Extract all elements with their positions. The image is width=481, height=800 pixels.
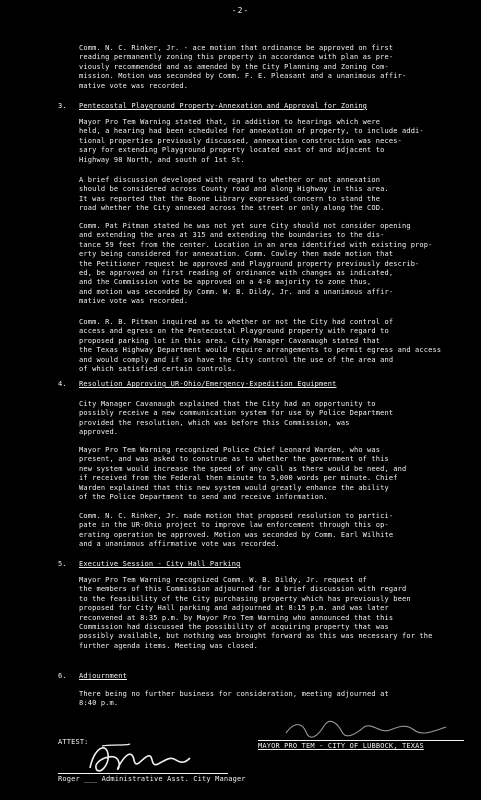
section-heading-playground: Pentecostal Playground Property-Annexation and Approval for Zoning	[79, 102, 368, 110]
clerk-signature-line	[58, 773, 228, 774]
mayor-signature-line	[258, 740, 464, 741]
section-number-5: 5.	[58, 560, 67, 568]
section-heading-executive-session: Executive Session - City Hall Parking	[79, 560, 241, 568]
paragraph-annexation-discussion: A brief discussion developed with regard to whether or not annexation should be considered across County road and along Highway in this area. It was reported that the Boone Library expressed concern to stand the road whether the City annexed across the street or only along the COD.	[79, 176, 389, 213]
section-number-6: 6.	[58, 672, 67, 680]
page-number: -2-	[231, 6, 250, 15]
paragraph-rinker-motion: Comm. N. C. Rinker, Jr. - ace motion that ordinance be approved on first reading permanently zoning this property in accordance with plan as pre- viously recommended and as amended by the City Planning and Zoning Com- mission. Motion was seconded by Comm. F. E. Pleasant and a unanimous affir- mative vote was recorded.	[79, 44, 407, 90]
section-heading-adjournment: Adjournment	[79, 672, 128, 680]
section-heading-resolution: Resolution Approving UR-Ohio/Emergency-Expedition Equipment	[79, 380, 337, 388]
paragraph-playground-hearing: Mayor Pro Tem Warning stated that, in addition to hearings which were held, a hearing had been scheduled for annexation of property, to include addi- tional properties previously discussed, annexation construction was neces- sary for extending Playground property located east of and adjacent to Highway 98 North, and south of 1st St.	[79, 118, 424, 164]
paragraph-resolution-motion: Comm. N. C. Rinker, Jr. made motion that proposed resolution to partici- pate in the UR-Ohio project to improve law enforcement through this op- erating operation be approved. Motion was seconded by Comm. Earl Wilhite and a unanimous affirmative vote was recorded.	[79, 512, 394, 549]
section-number-4: 4.	[58, 380, 67, 388]
paragraph-access-inquiry: Comm. R. B. Pitman inquired as to whether or not the City had control of access and egress on the Pentecostal Playground property with regard to proposed parking lot in this area. City Manager Cavanaugh stated that the Texas Highway Department would require arrangements to permit egress and access and would comply and if so have the City control the use of the area and of which satisfied certain controls.	[79, 318, 442, 374]
mayor-signature	[282, 718, 452, 740]
paragraph-police-chief: Mayor Pro Tem Warning recognized Police Chief Leonard Warden, who was present, and was asked to construe as to whether the government of this new system would increase the speed of any call as there would be need, and if received from the Federal then minute to 5,000 words per minute. Chief Warden explained that this new system would greatly enhance the ability of the Police Department to send and receive information.	[79, 446, 407, 502]
section-number-3: 3.	[58, 102, 67, 110]
paragraph-adjournment: There being no further business for consideration, meeting adjourned at 8:40 p.m.	[79, 690, 389, 708]
paragraph-pitman-motion: Comm. Pat Pitman stated he was not yet sure City should not consider opening and extending the area at 315 and extending the boundaries to the dis- tance 59 feet from the center. Location in an area identified with existing prop- erty being considered for annexation. Comm. Cowley then made motion that the Petitioner request be approved and Playground property previously describ- ed, be approved on first reading of ordinance with changes as indicated, and the Commission vote be approved on a 4-0 majority to zone thus, and motion was seconded by Comm. W. B. Dildy, Jr. and a unanimous affir- mative vote was recorded.	[79, 222, 433, 306]
paragraph-executive-session: Mayor Pro Tem Warning recognized Comm. W. B. Dildy, Jr. request of the members of this Commission adjourned for a brief discussion with regard to the feasibility of the City purchasing property which has previously been proposed for City Hall parking and adjourned at 8:15 p.m. and was later reconvened at 8:35 p.m. by Mayor Pro Tem Warning who announced that this Commission had discussed the possibility of acquiring property that was possibly available, but nothing was brought forward as this was necessary for the further agenda items. Meeting was closed.	[79, 576, 433, 650]
clerk-title: Roger ___ Administrative Asst. City Manager	[58, 775, 246, 783]
attest-label: ATTEST:	[58, 738, 89, 746]
mayor-title: MAYOR PRO TEM - CITY OF LUBBOCK, TEXAS	[258, 742, 424, 750]
paragraph-communication-system: City Manager Cavanaugh explained that the City had an opportunity to possibly receive a new communication system for use by Police Department provided the resolution, which was before this Commission, was approved.	[79, 400, 394, 437]
